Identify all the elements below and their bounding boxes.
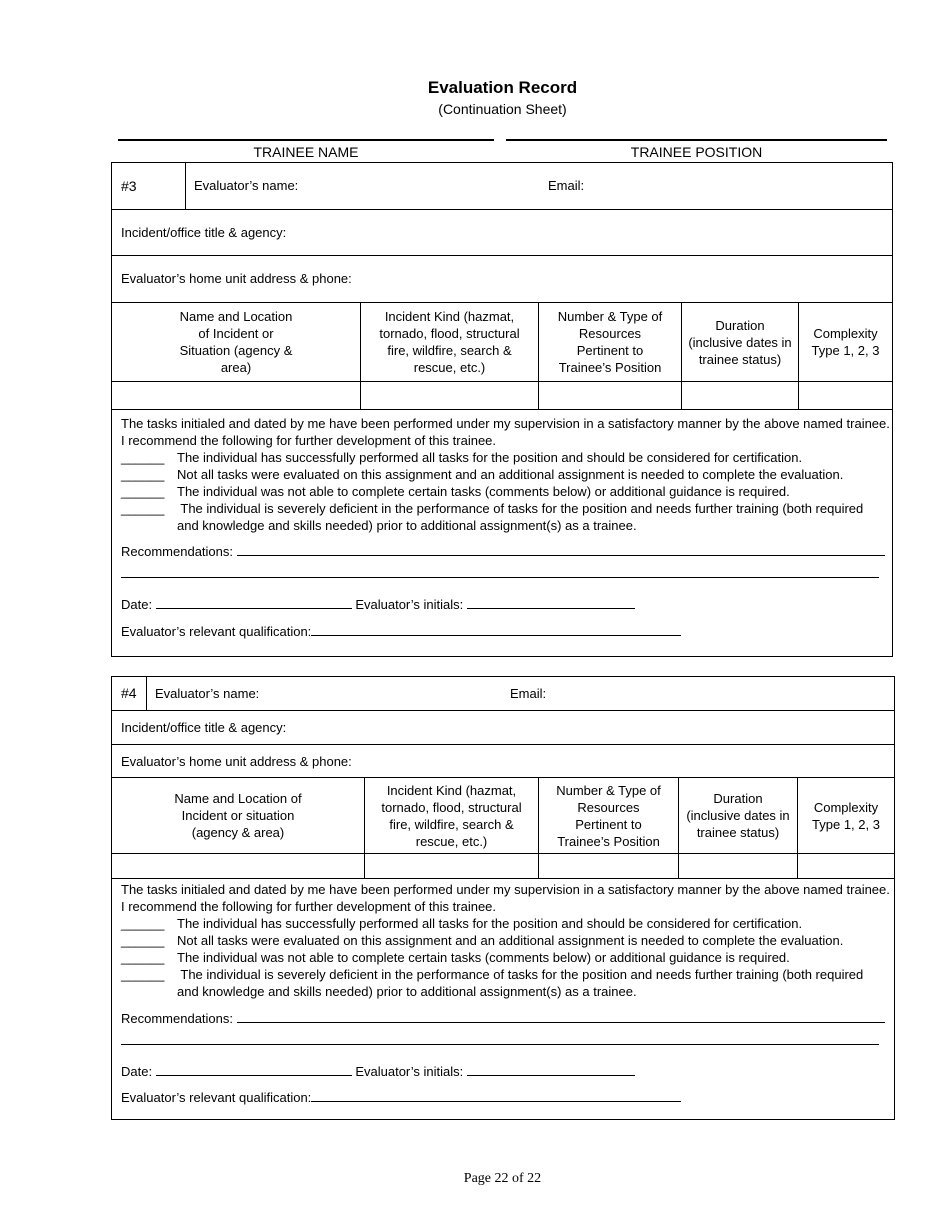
col-incident-kind: Incident Kind (hazmat, tornado, flood, structural fire, wildfire, search & rescue, etc.)	[364, 778, 538, 853]
statement-line-1: The tasks initialed and dated by me have been performed under my supervision in a satisfactory manner by the above named trainee.	[121, 416, 890, 431]
option-text: and knowledge and skills needed) prior to additional assignment(s) as a trainee.	[177, 518, 637, 533]
col-resources: Number & Type of Resources Pertinent to Trainee’s Position	[538, 778, 678, 853]
statement-line-1: The tasks initialed and dated by me have been performed under my supervision in a satisfactory manner by the above named trainee.	[121, 882, 890, 897]
col-complexity: Complexity Type 1, 2, 3	[797, 778, 894, 853]
option-text: The individual has successfully performed all tasks for the position and should be considered for certification.	[177, 916, 803, 931]
initials-line[interactable]	[467, 1063, 635, 1076]
statement-line-2: I recommend the following for further development of this trainee.	[121, 433, 497, 448]
col-duration: Duration (inclusive dates in trainee status)	[681, 303, 798, 381]
date-label: Date:	[121, 597, 153, 612]
option-text: Not all tasks were evaluated on this assignment and an additional assignment is needed to complete the evaluation.	[177, 933, 844, 948]
statement-section	[112, 410, 892, 656]
date-label: Date:	[121, 1064, 153, 1079]
recommendations-line-2[interactable]	[121, 565, 879, 581]
qualification-field[interactable]	[121, 623, 681, 639]
recommendations-label: Recommendations:	[121, 544, 233, 559]
option-certify[interactable]	[121, 915, 888, 932]
col-resources: Number & Type of Resources Pertinent to Trainee’s Position	[538, 303, 681, 381]
recommendations-label: Recommendations:	[121, 1011, 233, 1026]
option-deficient-continued	[121, 983, 888, 1000]
home-unit-field[interactable]	[112, 745, 894, 778]
email-label: Email:	[510, 686, 547, 701]
statement-text	[121, 881, 888, 1000]
option-deficient-continued	[121, 517, 886, 534]
col-complexity: Complexity Type 1, 2, 3	[798, 303, 892, 381]
cell-incident-kind[interactable]	[360, 382, 538, 409]
cell-name-location[interactable]	[112, 382, 360, 409]
option-blank[interactable]: ______	[121, 484, 165, 499]
option-blank[interactable]: ______	[121, 501, 165, 516]
option-text: Not all tasks were evaluated on this assignment and an additional assignment is needed to complete the evaluation.	[177, 467, 844, 482]
incident-title-label: Incident/office title & agency:	[121, 225, 287, 240]
statement-section	[112, 879, 894, 1119]
evaluator-name-label: Evaluator’s name:	[194, 178, 299, 193]
option-additional-assignment[interactable]	[121, 466, 886, 483]
recommendations-line[interactable]	[237, 543, 885, 556]
evaluation-block-4	[111, 676, 895, 1120]
option-text: The individual has successfully performed all tasks for the position and should be considered for certification.	[177, 450, 803, 465]
option-text: The individual was not able to complete certain tasks (comments below) or additional guidance is required.	[177, 484, 790, 499]
initials-label: Evaluator’s initials:	[355, 597, 464, 612]
table-header-row	[112, 303, 892, 382]
col-incident-kind: Incident Kind (hazmat, tornado, flood, structural fire, wildfire, search & rescue, etc.)	[360, 303, 538, 381]
email-label: Email:	[548, 178, 585, 193]
evaluator-name-label: Evaluator’s name:	[155, 686, 260, 701]
cell-complexity[interactable]	[798, 382, 892, 409]
table-header-row	[112, 778, 894, 854]
table-data-row	[112, 382, 892, 410]
option-blank[interactable]: ______	[121, 467, 165, 482]
incident-title-field[interactable]	[112, 711, 894, 745]
option-text: and knowledge and skills needed) prior to additional assignment(s) as a trainee.	[177, 984, 637, 999]
cell-name-location[interactable]	[112, 854, 364, 878]
date-initials-row	[121, 596, 635, 612]
statement-line-2: I recommend the following for further development of this trainee.	[121, 899, 497, 914]
qualification-line[interactable]	[311, 1089, 681, 1102]
option-blank[interactable]: ______	[121, 916, 165, 931]
table-data-row	[112, 854, 894, 879]
home-unit-field[interactable]	[112, 256, 892, 303]
option-text: The individual was not able to complete certain tasks (comments below) or additional guidance is required.	[177, 950, 790, 965]
statement-text	[121, 415, 890, 534]
incident-title-label: Incident/office title & agency:	[121, 720, 287, 735]
date-line[interactable]	[156, 596, 352, 609]
option-blank[interactable]: ______	[121, 933, 165, 948]
trainee-position-label: TRAINEE POSITION	[630, 144, 763, 160]
option-guidance[interactable]	[121, 949, 888, 966]
evaluation-number: #4	[121, 685, 137, 701]
option-blank[interactable]: ______	[121, 450, 165, 465]
cell-duration[interactable]	[681, 382, 798, 409]
col-name-location: Name and Location of Incident or situation (agency & area)	[174, 791, 302, 840]
cell-duration[interactable]	[678, 854, 797, 878]
option-text: The individual is severely deficient in the performance of tasks for the position and needs further training (both required	[177, 967, 864, 982]
recommendations-line-extra[interactable]	[121, 565, 879, 578]
trainee-name-label: TRAINEE NAME	[253, 144, 359, 160]
qualification-label: Evaluator’s relevant qualification:	[121, 624, 312, 639]
cell-incident-kind[interactable]	[364, 854, 538, 878]
trainee-name-line[interactable]	[118, 139, 494, 141]
option-blank[interactable]: ______	[121, 967, 165, 982]
option-additional-assignment[interactable]	[121, 932, 888, 949]
cell-resources[interactable]	[538, 382, 681, 409]
page-number: Page 22 of 22	[463, 1171, 542, 1186]
trainee-position-line[interactable]	[506, 139, 887, 141]
evaluation-block-3	[111, 162, 893, 657]
cell-resources[interactable]	[538, 854, 678, 878]
date-line[interactable]	[156, 1063, 352, 1076]
recommendations-line[interactable]	[237, 1010, 885, 1023]
evaluator-name-field[interactable]	[185, 163, 892, 209]
evaluator-row	[112, 163, 892, 210]
col-duration: Duration (inclusive dates in trainee status)	[678, 778, 797, 853]
cell-complexity[interactable]	[797, 854, 894, 878]
evaluator-name-field[interactable]	[146, 677, 894, 710]
option-text: The individual is severely deficient in the performance of tasks for the position and needs further training (both required	[177, 501, 864, 516]
initials-line[interactable]	[467, 596, 635, 609]
date-initials-row	[121, 1063, 635, 1079]
option-blank[interactable]: ______	[121, 950, 165, 965]
page-subtitle: (Continuation Sheet)	[438, 101, 567, 117]
home-unit-label: Evaluator’s home unit address & phone:	[121, 271, 352, 286]
incident-title-field[interactable]	[112, 210, 892, 256]
option-deficient[interactable]	[121, 500, 886, 517]
qualification-line[interactable]	[311, 623, 681, 636]
recommendations-field[interactable]	[121, 1010, 885, 1026]
initials-label: Evaluator’s initials:	[355, 1064, 464, 1079]
col-name-location: Name and Location of Incident or Situation (agency & area)	[179, 309, 293, 375]
evaluation-number: #3	[121, 178, 137, 194]
recommendations-line-2[interactable]	[121, 1032, 879, 1048]
recommendations-field[interactable]	[121, 543, 885, 559]
recommendations-line-extra[interactable]	[121, 1032, 879, 1045]
qualification-field[interactable]	[121, 1089, 681, 1105]
qualification-label: Evaluator’s relevant qualification:	[121, 1090, 312, 1105]
home-unit-label: Evaluator’s home unit address & phone:	[121, 754, 352, 769]
page-title: Evaluation Record	[427, 78, 578, 97]
evaluator-row	[112, 677, 894, 711]
option-certify[interactable]	[121, 449, 886, 466]
option-deficient[interactable]	[121, 966, 888, 983]
option-guidance[interactable]	[121, 483, 886, 500]
